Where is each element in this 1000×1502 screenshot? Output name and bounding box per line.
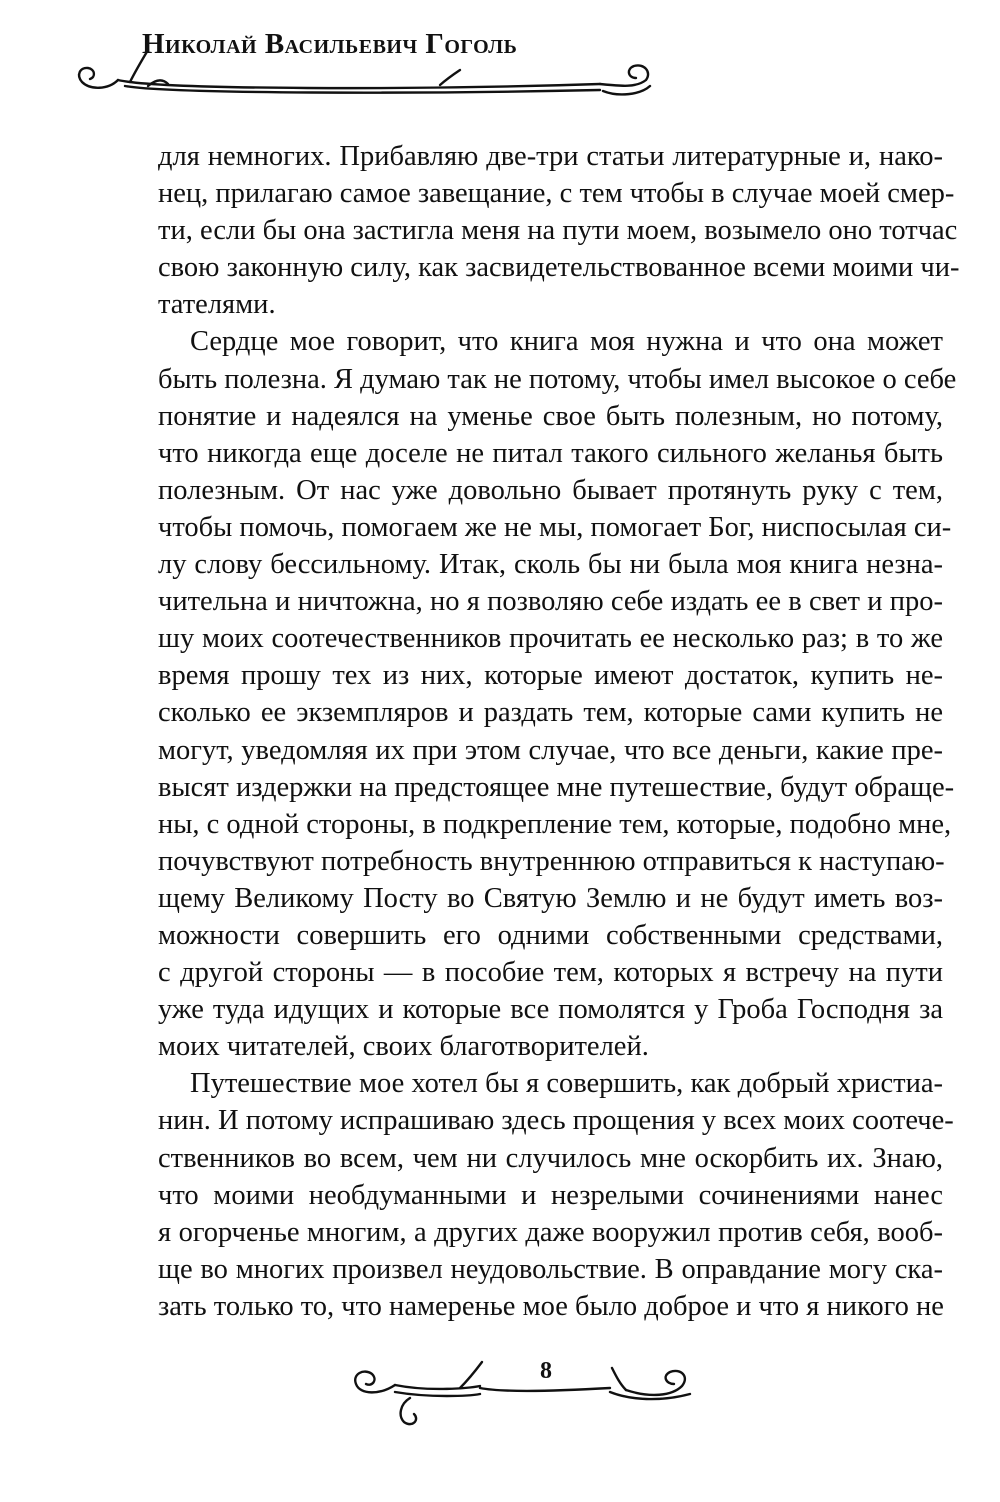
text-line: понятие и надеялся на уменье свое быть полезным, но потому, — [158, 400, 943, 432]
text-line: моих читателей, своих благотворителей. — [158, 1031, 649, 1063]
text-line: можности совершить его одними собственными средствами, — [158, 919, 943, 951]
footer-ornament — [0, 1340, 1000, 1460]
text-line: лу слову бессильному. Итак, сколь бы ни была моя книга незна- — [158, 549, 943, 581]
text-line: время прошу тех из них, которые имеют достаток, купить не- — [158, 660, 943, 692]
page-number: 8 — [540, 1358, 552, 1384]
text-line: чтобы помочь, помогаем же не мы, помогает Бог, ниспосылая си- — [158, 511, 952, 543]
page-body — [158, 138, 960, 1325]
text-line: щему Великому Посту во Святую Землю и не будут иметь воз- — [158, 882, 943, 914]
running-header — [0, 0, 1000, 120]
text-line: ственников во всем, чем ни случилось мне оскорбить их. Знаю, — [158, 1142, 943, 1174]
text-line: ти, если бы она застигла меня на пути моем, возымело оно тотчас — [158, 215, 958, 247]
text-line: быть полезна. Я думаю так не потому, чтобы имел высокое о себе — [158, 363, 957, 395]
text-line: почувствуют потребность внутреннюю отправиться к наступаю- — [158, 845, 945, 877]
text-line: что моими необдуманными и незрелыми сочинениями нанес — [158, 1179, 943, 1211]
text-line: что никогда еще доселе не питал такого сильного желанья быть — [158, 437, 943, 469]
text-line: могут, уведомляя их при этом случае, что все деньги, какие пре- — [158, 734, 943, 766]
text-line: нин. И потому испрашиваю здесь прощения у всех моих соотече- — [158, 1105, 954, 1137]
text-line: для немногих. Прибавляю две-три статьи литературные и, нако- — [158, 141, 943, 172]
text-line: зать только то, что намеренье мое было доброе и что я никого не — [158, 1290, 944, 1322]
text-line: полезным. От нас уже довольно бывает протянуть руку с тем, — [158, 474, 943, 506]
text-line: высят издержки на предстоящее мне путешествие, будут обраще- — [158, 771, 955, 803]
text-line: ще во многих произвел неудовольствие. В оправдание могу ска- — [158, 1253, 943, 1285]
text-line: Сердце мое говорит, что книга моя нужна и что она может — [190, 326, 943, 358]
text-line: с другой стороны — в пособие тем, которых я встречу на пути — [158, 957, 943, 989]
text-line: свою законную силу, как засвидетельствованное всеми моими чи- — [158, 252, 960, 284]
text-line: тателями. — [158, 289, 276, 321]
page-footer — [0, 1340, 1000, 1460]
text-line: шу моих соотечественников прочитать ее несколько раз; в то же — [158, 623, 943, 655]
text-line: чительна и ничтожна, но я позволяю себе издать ее в свет и про- — [158, 586, 943, 618]
text-line: Путешествие мое хотел бы я совершить, как добрый христиа- — [190, 1068, 943, 1100]
text-line: нец, прилагаю самое завещание, с тем чтобы в случае моей смер- — [158, 178, 955, 210]
text-line: уже туда идущих и которые все помолятся у Гроба Господня за — [158, 994, 943, 1026]
text-line: сколько ее экземпляров и раздать тем, которые сами купить не — [158, 697, 943, 729]
author-name: Николай Васильевич Гоголь — [142, 28, 518, 60]
text-line: я огорченье многим, а других даже вооружил против себя, вооб- — [158, 1216, 943, 1248]
text-line: ны, с одной стороны, в подкрепление тем, которые, подобно мне, — [158, 808, 952, 840]
